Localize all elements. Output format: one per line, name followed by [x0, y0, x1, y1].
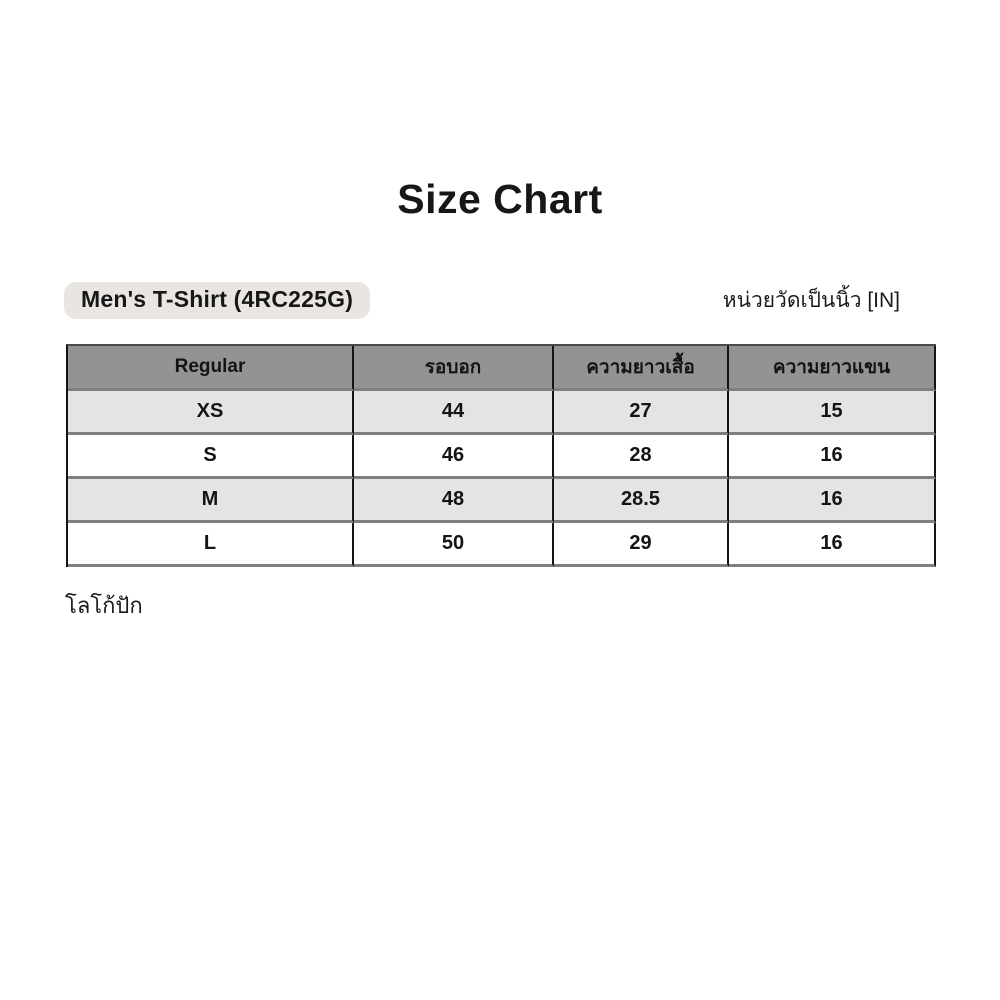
table-row: [68, 391, 936, 435]
chest-cell: 46: [354, 435, 554, 479]
chest-cell: 50: [354, 523, 554, 567]
column-header-shirt-length: ความยาวเสื้อ: [554, 346, 729, 391]
column-header-sleeve-length: ความยาวแขน: [729, 346, 936, 391]
sleeve-length-cell: 16: [729, 523, 936, 567]
table-row: [68, 523, 936, 567]
size-cell: M: [68, 479, 354, 523]
size-cell: S: [68, 435, 354, 479]
table-row: [68, 479, 936, 523]
table-row: [68, 435, 936, 479]
sleeve-length-cell: 16: [729, 479, 936, 523]
table-header-row: [68, 346, 936, 391]
sleeve-length-cell: 16: [729, 435, 936, 479]
page-title: Size Chart: [397, 176, 603, 222]
footer-note: โลโก้ปัก: [65, 593, 143, 618]
sleeve-length-cell: 15: [729, 391, 936, 435]
shirt-length-cell: 27: [554, 391, 729, 435]
chest-cell: 44: [354, 391, 554, 435]
column-header-chest: รอบอก: [354, 346, 554, 391]
shirt-length-cell: 28.5: [554, 479, 729, 523]
size-table: [66, 344, 936, 567]
size-cell: L: [68, 523, 354, 567]
unit-note: หน่วยวัดเป็นนิ้ว [IN]: [722, 289, 900, 312]
meta-row: [64, 282, 900, 319]
size-cell: XS: [68, 391, 354, 435]
column-header-size-type: Regular: [68, 346, 354, 391]
chest-cell: 48: [354, 479, 554, 523]
product-label-pill: Men's T-Shirt (4RC225G): [64, 282, 370, 319]
shirt-length-cell: 28: [554, 435, 729, 479]
shirt-length-cell: 29: [554, 523, 729, 567]
